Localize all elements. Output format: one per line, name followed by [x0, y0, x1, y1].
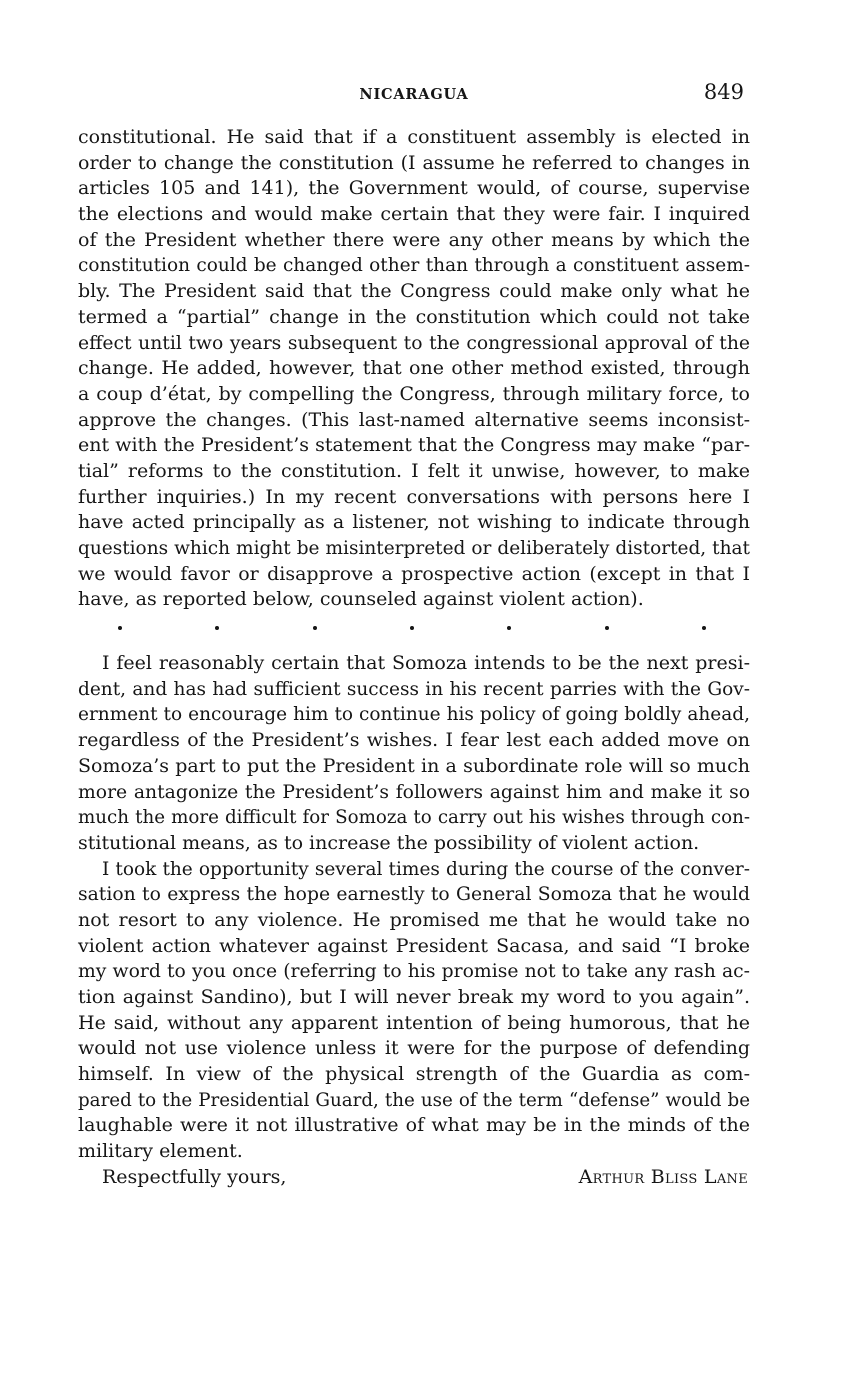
text-line: have, as reported below, counseled against violent action). [78, 588, 644, 611]
text-line: of the President whether there were any other means by which the [78, 228, 750, 251]
text-line: a coup d’état, by compelling the Congress, through military force, to [78, 382, 750, 405]
text-line: more antagonize the President’s followers against him and make it so [78, 781, 750, 803]
text-line: laughable were it not illustrative of what may be in the minds of the [78, 1114, 750, 1137]
text-line: effect until two years subsequent to the congressional approval of the [78, 332, 750, 354]
text-line: tion against Sandino), but I will never break my word to you again”. [78, 986, 750, 1008]
text-line: sation to express the hope earnestly to General Somoza that he would [78, 884, 750, 906]
ellipsis-dot [215, 626, 219, 630]
text-line: not resort to any violence. He promised me that he would take no [78, 908, 750, 931]
running-head: NICARAGUA [359, 86, 469, 103]
spacer [78, 641, 750, 651]
body-text [78, 125, 750, 1191]
text-line: violent action whatever against President Sacasa, and said “I broke [78, 934, 750, 957]
text-line: tial” reforms to the constitution. I felt it unwise, however, to make [78, 459, 750, 482]
salutation: Respectfully yours, [102, 1165, 287, 1188]
text-line: we would favor or disapprove a prospective action (except in that I [78, 562, 750, 585]
ellipsis-dot [605, 626, 609, 630]
ellipsis-dot [313, 626, 317, 630]
paragraph-1 [78, 125, 750, 613]
text-line: my word to you once (referring to his promise not to take any rash ac- [78, 961, 750, 983]
text-line: questions which might be misinterpreted or deliberately distorted, that [78, 538, 750, 559]
text-line: himself. In view of the physical strength of the Guardia as com- [78, 1063, 750, 1086]
paragraph-3 [78, 857, 750, 1165]
text-line: stitutional means, as to increase the possibility of violent action. [78, 831, 700, 854]
paragraph-2 [78, 651, 750, 857]
omission-ellipsis [78, 615, 750, 641]
text-line: termed a “partial” change in the constitution which could not take [78, 305, 750, 328]
text-line: regardless of the President’s wishes. I fear lest each added move on [78, 729, 750, 752]
text-line: bly. The President said that the Congress could make only what he [78, 280, 750, 303]
text-line: articles 105 and 141), the Government would, of course, supervise [78, 177, 750, 200]
text-line: approve the changes. (This last-named alternative seems inconsist- [78, 408, 750, 431]
text-line: change. He added, however, that one other method existed, through [78, 357, 750, 380]
text-line: Somoza’s part to put the President in a subordinate role will so much [78, 754, 750, 777]
text-line: ent with the President’s statement that the Congress may make “par- [78, 434, 750, 457]
text-line: further inquiries.) In my recent conversations with persons here I [78, 485, 750, 508]
text-line: constitutional. He said that if a constituent assembly is elected in [78, 126, 750, 148]
text-line: pared to the Presidential Guard, the use of the term “defense” would be [78, 1089, 750, 1111]
ellipsis-dot [702, 626, 706, 630]
text-line: the elections and would make certain that they were fair. I inquired [78, 203, 750, 226]
ellipsis-dot [507, 626, 511, 630]
signature: Arthur Bliss Lane [578, 1165, 748, 1188]
text-line: dent, and has had sufficient success in his recent parries with the Gov- [78, 678, 750, 700]
text-line: He said, without any apparent intention of being humorous, that he [78, 1011, 750, 1034]
text-line: I took the opportunity several times during the course of the conver- [102, 858, 750, 880]
letter-closing [78, 1165, 750, 1191]
text-line: ernment to encourage him to continue his policy of going boldly ahead, [78, 704, 750, 726]
text-line: constitution could be changed other than through a constituent assem- [78, 255, 750, 277]
text-line: I feel reasonably certain that Somoza intends to be the next presi- [102, 652, 750, 675]
text-line: much the more difficult for Somoza to carry out his wishes through con- [78, 807, 750, 829]
ellipsis-dot [410, 626, 414, 630]
text-line: order to change the constitution (I assume he referred to changes in [78, 151, 750, 174]
text-line: would not use violence unless it were for the purpose of defending [78, 1037, 750, 1060]
text-line: have acted principally as a listener, not wishing to indicate through [78, 511, 750, 534]
ellipsis-dot [118, 626, 122, 630]
page-number: 849 [703, 80, 744, 104]
page-header [78, 80, 750, 110]
text-line: military element. [78, 1140, 243, 1163]
